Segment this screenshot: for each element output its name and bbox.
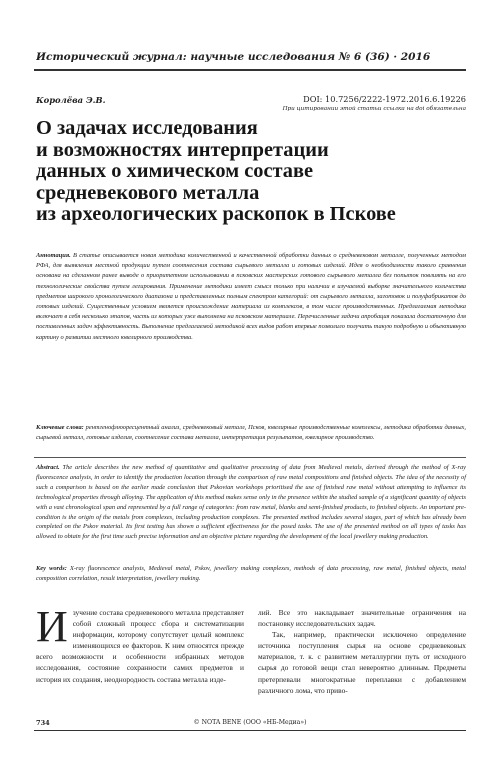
article-title: О задачах исследования и возможностях интерпретации данных о химическом составе средневекового металла из археологических раскопок в Пскове	[36, 117, 396, 226]
doi-link[interactable]: DOI: 10.7256/2222-1972.2016.6.19226	[303, 94, 466, 104]
body-paragraph-1: зучение состава средневекового металла представляет собой сложный процесс сбора и систематизации информации, которому сопутствует целый комплекс изменяющихся ее факторов. К ним относятся прежде всего возможности и особенности избранных методов исследования, состояние сохранности самих предметов и история их создания, неоднородность состава металла изде-	[36, 608, 244, 684]
dropcap-letter: И	[36, 602, 68, 651]
body-paragraph-1-cont: лий. Все это накладывает значительные ограничения на постановку исследовательских задач.	[258, 608, 466, 629]
body-paragraph-2: Так, например, практически исключено определение источника поступления сырья на основе средневековых материалов, т. к. с развитием металлургии путь от исходного сырья до готовой вещи стал невероятно длинным. Предметы претерпевали многократные переплавки с добавлением различного лома, что приво-	[258, 630, 466, 695]
footer-rule	[34, 730, 466, 731]
publisher-footer: © NOTA BENE (ООО «НБ-Медиа»)	[193, 719, 307, 726]
abstract-en-label: Abstract.	[36, 464, 60, 471]
keywords-en-text: X-ray fluorescence analysis, Medieval metal, Pskov, jewellery making complexes, methods of data processing, raw metal, finished objects, metal composition correlation, result interpretation, jewellery making.	[36, 565, 466, 582]
keywords-en	[36, 564, 466, 584]
keywords-ru-label: Ключевые слова:	[36, 424, 84, 431]
body-column-right	[258, 607, 466, 696]
body-column-left	[36, 602, 244, 685]
author-name: Королёва Э.В.	[36, 95, 106, 105]
journal-header: Исторический журнал: научные исследования № 6 (36) · 2016	[36, 51, 431, 63]
keywords-en-label: Key words:	[36, 565, 67, 572]
keywords-ru	[36, 423, 466, 443]
header-rule	[34, 69, 466, 71]
doi-note: При цитировании этой статьи ссылка на doi обязательна	[282, 106, 466, 112]
keywords-ru-text: рентгенофлюоресцентный анализ, средневековый металл, Псков, ювелирные производственные комплексы, методика обработки данных, сырьевой металл, готовые изделия, соотнесение состава металла, интерпретация результатов, ювелирное производство.	[36, 424, 466, 442]
abstract-ru	[36, 251, 466, 343]
page-number: 734	[36, 719, 50, 727]
abstract-en	[36, 463, 466, 542]
abstract-ru-label: Аннотация.	[36, 252, 71, 259]
abstract-en-text: The article describes the new method of quantitative and qualitative processing of data from Medieval metals, derived through the method of X-ray fluorescence analysis, in order to identify the production location through the comparison of raw metal compositions and finished objects. The idea of the necessity of such a comparison is based on the earlier made conclusion that Pskovian workshops prioritised the use of finished raw metal without attempting to influence its technological properties through alloying. The application of this method makes sense only in the presence within the studied sample of a significant quantity of objects with a vast chronological span and represented by a full range of categories: from raw metal, blanks and semi-finished products, to finished objects. An important pre-condition is the origin of the metals from complexes, including production complexes. The presented method includes several stages, part of which has already been completed on the Pskov material. Its first testing has shown a sufficient effectiveness for the posed tasks. The use of the presented method on all types of tasks has allowed to obtain for the first time such precise information and an objective picture regarding the development of the local jewellery making production.	[36, 464, 466, 541]
abstract-ru-text: В статье описывается новая методика количественной и качественной обработки данных о средневековом металле, полученных методом РФА, для выявления местной продукции путем соотнесения состава сырьевого металла и готовых изделий. Идея о необходимости такого сравнения основана на сделанном ранее выводе о приоритетном использовании в псковских мастерских готового сырьевого металла без попыток повлиять на его технологические свойства путем легирования. Применение методики имеет смысл только при наличии в изучаемой выборке значительного количества предметов широкого хронологического диапазона и представленных полным спектром категорий: от сырьевого металла, заготовок и полуфабрикатов до готовых изделий. Существенным условием является происхождение материала из комплексов, в том числе производственных. Предлагаемая методика включает в себя несколько этапов, часть из которых уже выполнена на псковском материале. Перечисленные задачи апробация показала достаточную для поставленных задач эффективность. Выполнение предлагаемой методикой всех видов работ впервые позволило получить такую подробную и объективную картину о развитии местного ювелирного производства.	[36, 252, 466, 341]
section-rule	[34, 457, 466, 458]
